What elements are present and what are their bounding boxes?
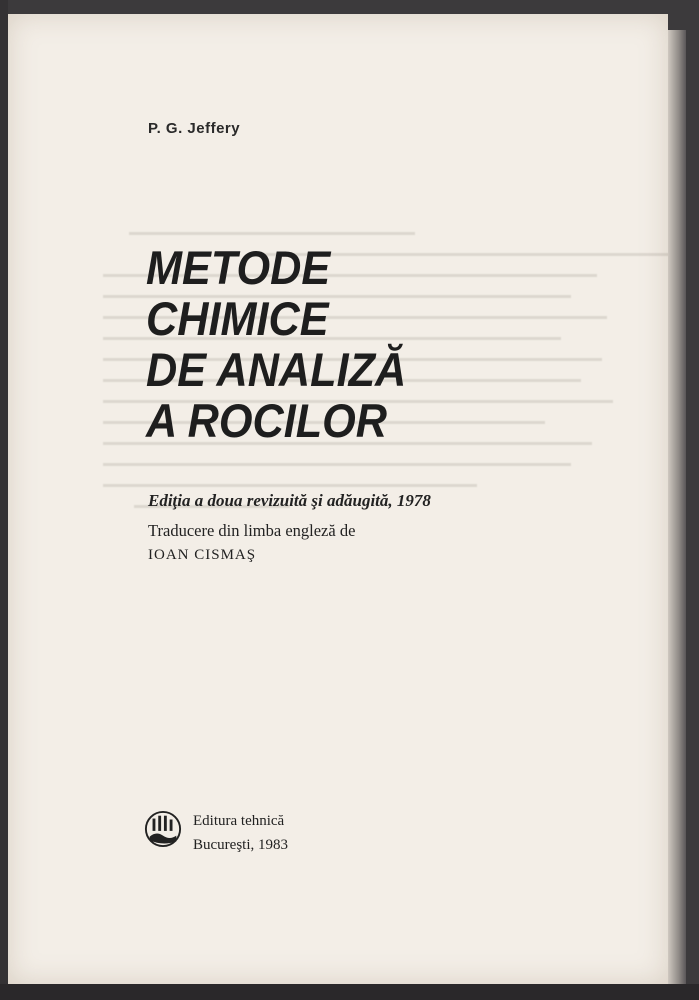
author-name: P. G. Jeffery bbox=[148, 120, 241, 137]
publisher-place-year: Bucureşti, 1983 bbox=[193, 837, 288, 853]
page-edge bbox=[668, 30, 686, 985]
background-bottom bbox=[0, 984, 699, 1000]
publisher-name: Editura tehnică bbox=[193, 813, 285, 829]
translator-name: IOAN CISMAŞ bbox=[148, 547, 257, 563]
title-page bbox=[8, 14, 668, 984]
publisher-info bbox=[193, 809, 288, 857]
title-line-2: CHIMICE bbox=[146, 292, 329, 345]
title-line-4: A ROCILOR bbox=[146, 394, 388, 447]
translation-note: Traducere din limba engleză de bbox=[148, 521, 356, 540]
publisher-logo-icon bbox=[144, 810, 182, 848]
title-line-3: DE ANALIZĂ bbox=[146, 343, 407, 396]
edition-info: Ediţia a doua revizuită şi adăugită, 1978 bbox=[148, 491, 431, 510]
book-title bbox=[146, 242, 429, 446]
title-line-1: METODE bbox=[146, 241, 331, 294]
background-left bbox=[0, 0, 8, 1000]
